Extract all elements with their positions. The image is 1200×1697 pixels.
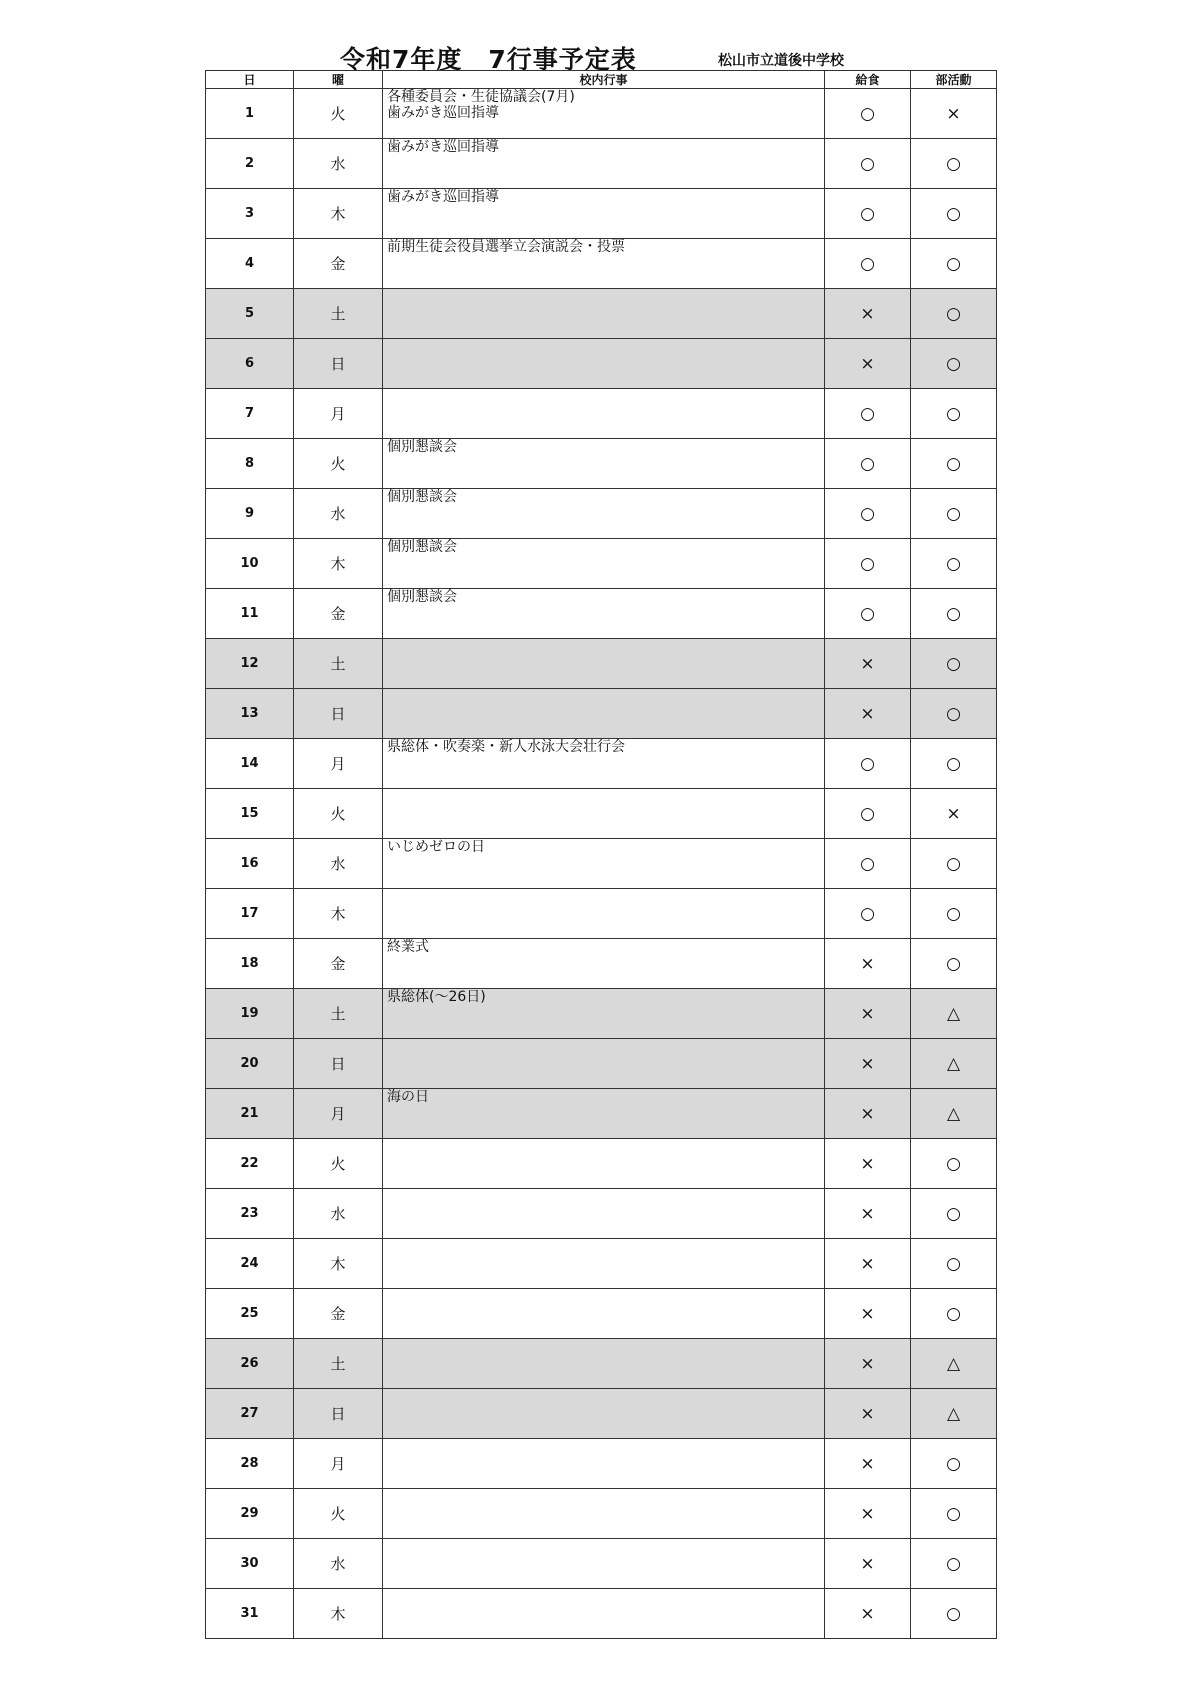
table-row xyxy=(206,1589,997,1639)
club-mark: ○ xyxy=(911,889,997,939)
day-cell: 5 xyxy=(206,289,294,339)
table-row xyxy=(206,1339,997,1389)
lunch-mark: × xyxy=(825,689,911,739)
lunch-mark: × xyxy=(825,939,911,989)
club-mark: △ xyxy=(911,1389,997,1439)
day-cell: 9 xyxy=(206,489,294,539)
lunch-mark: × xyxy=(825,989,911,1039)
weekday-cell: 金 xyxy=(294,1289,383,1339)
event-cell xyxy=(383,1539,825,1589)
table-row xyxy=(206,1489,997,1539)
day-cell: 23 xyxy=(206,1189,294,1239)
table-row xyxy=(206,389,997,439)
weekday-cell: 火 xyxy=(294,1139,383,1189)
table-row xyxy=(206,189,997,239)
lunch-mark: × xyxy=(825,1189,911,1239)
lunch-mark: ○ xyxy=(825,139,911,189)
header-lunch: 給食 xyxy=(825,71,911,89)
weekday-cell: 水 xyxy=(294,839,383,889)
event-cell xyxy=(383,689,825,739)
weekday-cell: 水 xyxy=(294,489,383,539)
club-mark: ○ xyxy=(911,839,997,889)
day-cell: 7 xyxy=(206,389,294,439)
table-body xyxy=(206,89,997,1639)
weekday-cell: 木 xyxy=(294,889,383,939)
table-row xyxy=(206,739,997,789)
table-row xyxy=(206,789,997,839)
event-cell: 各種委員会・生徒協議会(7月) 歯みがき巡回指導 xyxy=(383,89,825,139)
club-mark: ○ xyxy=(911,939,997,989)
weekday-cell: 金 xyxy=(294,239,383,289)
club-mark: ○ xyxy=(911,1139,997,1189)
event-cell: 県総体・吹奏楽・新人水泳大会壮行会 xyxy=(383,739,825,789)
lunch-mark: ○ xyxy=(825,739,911,789)
table-row xyxy=(206,989,997,1039)
club-mark: ○ xyxy=(911,589,997,639)
weekday-cell: 日 xyxy=(294,1039,383,1089)
event-cell xyxy=(383,1439,825,1489)
page-title: 令和7年度 7行事予定表 xyxy=(340,45,637,74)
club-mark: ○ xyxy=(911,1589,997,1639)
lunch-mark: × xyxy=(825,1389,911,1439)
club-mark: ○ xyxy=(911,639,997,689)
day-cell: 25 xyxy=(206,1289,294,1339)
club-mark: △ xyxy=(911,1039,997,1089)
event-cell xyxy=(383,1489,825,1539)
day-cell: 30 xyxy=(206,1539,294,1589)
club-mark: ○ xyxy=(911,1539,997,1589)
weekday-cell: 土 xyxy=(294,1339,383,1389)
club-mark: × xyxy=(911,89,997,139)
club-mark: ○ xyxy=(911,1289,997,1339)
table-row xyxy=(206,489,997,539)
event-cell xyxy=(383,339,825,389)
day-cell: 31 xyxy=(206,1589,294,1639)
day-cell: 16 xyxy=(206,839,294,889)
weekday-cell: 月 xyxy=(294,739,383,789)
weekday-cell: 水 xyxy=(294,1539,383,1589)
event-cell: いじめゼロの日 xyxy=(383,839,825,889)
event-cell: 個別懇談会 xyxy=(383,589,825,639)
lunch-mark: ○ xyxy=(825,589,911,639)
day-cell: 18 xyxy=(206,939,294,989)
day-cell: 19 xyxy=(206,989,294,1039)
weekday-cell: 土 xyxy=(294,289,383,339)
weekday-cell: 月 xyxy=(294,389,383,439)
table-row xyxy=(206,1389,997,1439)
weekday-cell: 火 xyxy=(294,789,383,839)
event-cell: 海の日 xyxy=(383,1089,825,1139)
club-mark: ○ xyxy=(911,389,997,439)
event-cell xyxy=(383,1039,825,1089)
club-mark: △ xyxy=(911,1339,997,1389)
day-cell: 6 xyxy=(206,339,294,389)
day-cell: 24 xyxy=(206,1239,294,1289)
weekday-cell: 火 xyxy=(294,89,383,139)
event-cell xyxy=(383,1339,825,1389)
event-cell: 前期生徒会役員選挙立会演説会・投票 xyxy=(383,239,825,289)
lunch-mark: ○ xyxy=(825,389,911,439)
event-cell xyxy=(383,789,825,839)
header-row xyxy=(206,71,997,89)
lunch-mark: × xyxy=(825,1039,911,1089)
weekday-cell: 水 xyxy=(294,139,383,189)
table-row xyxy=(206,539,997,589)
weekday-cell: 木 xyxy=(294,189,383,239)
lunch-mark: ○ xyxy=(825,189,911,239)
club-mark: ○ xyxy=(911,1439,997,1489)
weekday-cell: 日 xyxy=(294,1389,383,1439)
lunch-mark: × xyxy=(825,1339,911,1389)
club-mark: ○ xyxy=(911,339,997,389)
club-mark: ○ xyxy=(911,189,997,239)
club-mark: ○ xyxy=(911,539,997,589)
lunch-mark: ○ xyxy=(825,239,911,289)
event-cell: 個別懇談会 xyxy=(383,489,825,539)
table-row xyxy=(206,1039,997,1089)
lunch-mark: ○ xyxy=(825,439,911,489)
weekday-cell: 月 xyxy=(294,1089,383,1139)
table-row xyxy=(206,1439,997,1489)
lunch-mark: × xyxy=(825,1289,911,1339)
event-cell xyxy=(383,1289,825,1339)
lunch-mark: ○ xyxy=(825,889,911,939)
event-cell xyxy=(383,1189,825,1239)
day-cell: 20 xyxy=(206,1039,294,1089)
table-row xyxy=(206,889,997,939)
header-day: 日 xyxy=(206,71,294,89)
weekday-cell: 日 xyxy=(294,339,383,389)
event-cell: 個別懇談会 xyxy=(383,539,825,589)
day-cell: 14 xyxy=(206,739,294,789)
club-mark: ○ xyxy=(911,489,997,539)
event-cell xyxy=(383,289,825,339)
weekday-cell: 金 xyxy=(294,589,383,639)
day-cell: 22 xyxy=(206,1139,294,1189)
table-row xyxy=(206,89,997,139)
weekday-cell: 土 xyxy=(294,639,383,689)
club-mark: △ xyxy=(911,989,997,1039)
club-mark: ○ xyxy=(911,1189,997,1239)
club-mark: ○ xyxy=(911,239,997,289)
lunch-mark: × xyxy=(825,1439,911,1489)
weekday-cell: 日 xyxy=(294,689,383,739)
day-cell: 12 xyxy=(206,639,294,689)
schedule-table xyxy=(205,70,997,1639)
lunch-mark: × xyxy=(825,1089,911,1139)
lunch-mark: × xyxy=(825,1239,911,1289)
lunch-mark: × xyxy=(825,1139,911,1189)
lunch-mark: ○ xyxy=(825,839,911,889)
day-cell: 4 xyxy=(206,239,294,289)
day-cell: 3 xyxy=(206,189,294,239)
weekday-cell: 月 xyxy=(294,1439,383,1489)
event-cell: 個別懇談会 xyxy=(383,439,825,489)
header-club: 部活動 xyxy=(911,71,997,89)
event-cell xyxy=(383,1389,825,1439)
event-cell: 県総体(～26日) xyxy=(383,989,825,1039)
lunch-mark: ○ xyxy=(825,89,911,139)
lunch-mark: ○ xyxy=(825,489,911,539)
table-row xyxy=(206,439,997,489)
weekday-cell: 木 xyxy=(294,1239,383,1289)
weekday-cell: 金 xyxy=(294,939,383,989)
day-cell: 27 xyxy=(206,1389,294,1439)
table-row xyxy=(206,1239,997,1289)
day-cell: 11 xyxy=(206,589,294,639)
weekday-cell: 水 xyxy=(294,1189,383,1239)
club-mark: ○ xyxy=(911,289,997,339)
lunch-mark: ○ xyxy=(825,789,911,839)
table-row xyxy=(206,139,997,189)
day-cell: 26 xyxy=(206,1339,294,1389)
weekday-cell: 火 xyxy=(294,1489,383,1539)
event-cell xyxy=(383,889,825,939)
lunch-mark: × xyxy=(825,289,911,339)
club-mark: ○ xyxy=(911,139,997,189)
lunch-mark: ○ xyxy=(825,539,911,589)
table-row xyxy=(206,1539,997,1589)
weekday-cell: 木 xyxy=(294,1589,383,1639)
event-cell xyxy=(383,1589,825,1639)
club-mark: ○ xyxy=(911,739,997,789)
table-row xyxy=(206,689,997,739)
table-row xyxy=(206,289,997,339)
header-weekday: 曜 xyxy=(294,71,383,89)
event-cell xyxy=(383,1139,825,1189)
table-row xyxy=(206,1089,997,1139)
club-mark: ○ xyxy=(911,1239,997,1289)
event-cell xyxy=(383,1239,825,1289)
table-row xyxy=(206,1289,997,1339)
weekday-cell: 土 xyxy=(294,989,383,1039)
day-cell: 15 xyxy=(206,789,294,839)
day-cell: 8 xyxy=(206,439,294,489)
club-mark: ○ xyxy=(911,689,997,739)
weekday-cell: 火 xyxy=(294,439,383,489)
lunch-mark: × xyxy=(825,1489,911,1539)
table-row xyxy=(206,839,997,889)
club-mark: △ xyxy=(911,1089,997,1139)
event-cell xyxy=(383,639,825,689)
event-cell: 歯みがき巡回指導 xyxy=(383,189,825,239)
weekday-cell: 木 xyxy=(294,539,383,589)
day-cell: 2 xyxy=(206,139,294,189)
event-cell: 歯みがき巡回指導 xyxy=(383,139,825,189)
header-event: 校内行事 xyxy=(383,71,825,89)
table-row xyxy=(206,239,997,289)
day-cell: 28 xyxy=(206,1439,294,1489)
lunch-mark: × xyxy=(825,1539,911,1589)
club-mark: × xyxy=(911,789,997,839)
club-mark: ○ xyxy=(911,1489,997,1539)
table-row xyxy=(206,639,997,689)
day-cell: 10 xyxy=(206,539,294,589)
table-row xyxy=(206,1189,997,1239)
event-cell: 終業式 xyxy=(383,939,825,989)
day-cell: 17 xyxy=(206,889,294,939)
table-row xyxy=(206,589,997,639)
table-row xyxy=(206,1139,997,1189)
club-mark: ○ xyxy=(911,439,997,489)
day-cell: 1 xyxy=(206,89,294,139)
table-row xyxy=(206,339,997,389)
table-row xyxy=(206,939,997,989)
event-cell xyxy=(383,389,825,439)
day-cell: 21 xyxy=(206,1089,294,1139)
school-name: 松山市立道後中学校 xyxy=(718,53,844,69)
lunch-mark: × xyxy=(825,1589,911,1639)
lunch-mark: × xyxy=(825,639,911,689)
day-cell: 13 xyxy=(206,689,294,739)
lunch-mark: × xyxy=(825,339,911,389)
day-cell: 29 xyxy=(206,1489,294,1539)
